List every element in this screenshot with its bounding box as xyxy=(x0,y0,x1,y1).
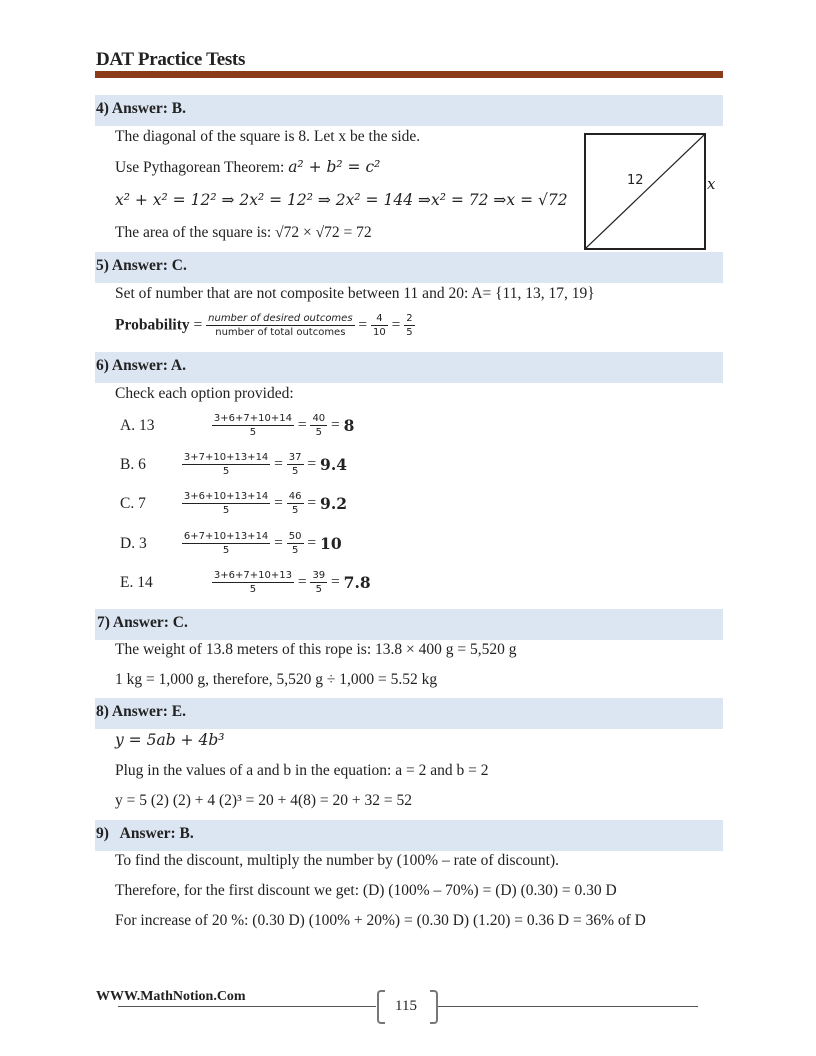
option-sum-den: 5 xyxy=(222,505,230,516)
option-sum-fraction xyxy=(212,412,294,439)
prob-fraction-3 xyxy=(404,312,414,339)
option-result: 9.2 xyxy=(320,494,347,513)
answer-band-9 xyxy=(95,820,723,851)
option-sum-fraction xyxy=(182,490,270,517)
q4-line-4-text: The area of the square is: xyxy=(115,224,276,241)
header-rule xyxy=(95,71,723,78)
q8-equation: y = 5ab + 4b³ xyxy=(115,731,225,749)
q9-line-1: To find the discount, multiply the number by (100% – rate of discount). xyxy=(115,852,560,869)
q8-line-3: y = 5 (2) (2) + 4 (2)³ = 20 + 4(8) = 20 + 32 = 52 xyxy=(115,792,413,809)
footer-rule-left xyxy=(118,1006,376,1007)
answer-band-5 xyxy=(95,252,723,283)
page-bracket-right xyxy=(430,990,438,1024)
option-label: E. 14 xyxy=(120,573,153,591)
option-eq: = xyxy=(307,455,317,473)
q5-line-1: Set of number that are not composite between 11 and 20: A= {11, 13, 17, 19} xyxy=(115,285,595,302)
option-eq: = xyxy=(274,534,283,552)
option-sum-num: 3+6+10+13+14 xyxy=(183,491,269,502)
prob-eq-2: = xyxy=(358,316,368,334)
square-diagonal-svg xyxy=(586,135,704,248)
square-diagonal xyxy=(586,135,704,248)
option-row-e xyxy=(120,569,371,596)
prob-fraction-3-den: 5 xyxy=(406,327,413,338)
option-sum-den: 5 xyxy=(249,584,257,595)
page-bracket-left xyxy=(377,990,385,1024)
square-diagram xyxy=(584,133,706,250)
option-total-den: 5 xyxy=(291,466,299,477)
answer-band-8 xyxy=(95,698,723,729)
option-result: 10 xyxy=(320,534,342,553)
option-total-fraction xyxy=(287,530,304,557)
option-result: 9.4 xyxy=(320,455,347,474)
footer-rule-right xyxy=(438,1006,698,1007)
option-label: C. 7 xyxy=(120,494,146,512)
option-total-num: 46 xyxy=(288,491,302,502)
option-eq: = xyxy=(307,494,317,512)
answer-heading-8: 8) Answer: E. xyxy=(96,703,186,720)
option-total-den: 5 xyxy=(291,545,299,556)
answer-heading-4: 4) Answer: B. xyxy=(96,100,186,117)
option-sum-num: 3+7+10+13+14 xyxy=(183,452,269,463)
q6-line-1: Check each option provided: xyxy=(115,385,294,402)
option-total-den: 5 xyxy=(315,584,322,595)
q7-line-2: 1 kg = 1,000 g, therefore, 5,520 g ÷ 1,000 = 5.52 kg xyxy=(115,671,438,688)
option-row-a xyxy=(120,412,354,439)
prob-fraction-3-num: 2 xyxy=(406,313,413,324)
option-sum-den: 5 xyxy=(222,466,230,477)
answer-band-7 xyxy=(95,609,723,640)
prob-fraction xyxy=(206,312,354,339)
prob-fraction-2-den: 10 xyxy=(373,327,386,338)
option-label: A. 13 xyxy=(120,416,155,434)
option-total-den: 5 xyxy=(315,427,322,438)
answer-heading-7: 7) Answer: C. xyxy=(97,614,188,631)
page-header-title: DAT Practice Tests xyxy=(96,49,246,70)
answer-band-4 xyxy=(95,95,723,126)
option-sum-fraction xyxy=(182,530,270,557)
option-result: 7.8 xyxy=(343,573,371,592)
side-label: x xyxy=(707,175,716,193)
q4-line-2-math: a² + b² = c² xyxy=(288,158,381,176)
option-total-den: 5 xyxy=(291,505,299,516)
option-sum-num: 6+7+10+13+14 xyxy=(183,531,269,542)
option-total-fraction xyxy=(310,412,327,439)
q4-line-1: The diagonal of the square is 8. Let x be the side. xyxy=(115,128,421,145)
option-total-num: 50 xyxy=(288,531,302,542)
prob-eq-3: = xyxy=(391,316,401,334)
q9-line-3: For increase of 20 %: (0.30 D) (100% + 20%) = (0.30 D) (1.20) = 0.36 D = 36% of D xyxy=(115,912,646,929)
option-result: 8 xyxy=(343,416,355,435)
option-row-c xyxy=(120,490,347,517)
q8-line-2: Plug in the values of a and b in the equation: a = 2 and b = 2 xyxy=(115,762,489,779)
footer-website: WWW.MathNotion.Com xyxy=(96,989,246,1004)
q4-line-4-math: √72 × √72 = 72 xyxy=(275,224,372,241)
prob-fraction-2 xyxy=(371,312,388,339)
option-eq: = xyxy=(331,416,340,434)
option-total-num: 40 xyxy=(312,413,326,424)
option-sum-den: 5 xyxy=(249,427,257,438)
q7-line-1: The weight of 13.8 meters of this rope is: 13.8 × 400 g = 5,520 g xyxy=(115,641,517,658)
option-total-fraction xyxy=(287,490,304,517)
q4-line-3 xyxy=(115,191,568,210)
q8-line-1 xyxy=(115,731,224,750)
option-total-fraction xyxy=(310,569,327,596)
option-total-num: 37 xyxy=(288,452,302,463)
prob-eq-1: = xyxy=(193,316,203,334)
prob-fraction-num: number of desired outcomes xyxy=(208,313,353,324)
prob-fraction-2-num: 4 xyxy=(371,312,388,326)
option-total-num: 39 xyxy=(312,570,326,581)
option-eq: = xyxy=(274,494,283,512)
option-sum-num: 3+6+7+10+13 xyxy=(213,570,292,581)
option-eq: = xyxy=(297,416,307,434)
answer-heading-6: 6) Answer: A. xyxy=(96,357,186,374)
option-sum-fraction xyxy=(212,569,294,596)
q9-line-2: Therefore, for the first discount we get: (D) (100% – 70%) = (D) (0.30) = 0.30 D xyxy=(115,882,617,899)
option-eq: = xyxy=(307,534,317,552)
q5-probability xyxy=(115,312,415,339)
option-total-fraction xyxy=(287,451,304,478)
option-row-d xyxy=(120,530,342,557)
q4-line-2-text: Use Pythagorean Theorem: xyxy=(115,159,289,176)
answer-band-6 xyxy=(95,352,723,383)
q4-line-4 xyxy=(115,224,372,242)
diagonal-label: 12 xyxy=(627,173,644,188)
option-row-b xyxy=(120,451,347,478)
option-eq: = xyxy=(331,573,340,591)
answer-heading-9: 9) Answer: B. xyxy=(96,825,194,842)
prob-fraction-den: number of total outcomes xyxy=(215,327,346,338)
option-sum-fraction xyxy=(182,451,270,478)
option-label: D. 3 xyxy=(120,534,147,552)
probability-label: Probability xyxy=(115,316,190,334)
option-eq: = xyxy=(297,573,307,591)
page-number: 115 xyxy=(395,998,417,1014)
answer-heading-5: 5) Answer: C. xyxy=(96,257,187,274)
q4-line-3-math: x² + x² = 12² ⇒ 2x² = 12² ⇒ 2x² = 144 ⇒x² = 72 ⇒x = √72 xyxy=(115,191,568,209)
option-eq: = xyxy=(274,455,283,473)
q4-line-2 xyxy=(115,158,380,177)
option-sum-num: 3+6+7+10+14 xyxy=(213,413,292,424)
option-label: B. 6 xyxy=(120,455,146,473)
option-sum-den: 5 xyxy=(222,545,230,556)
